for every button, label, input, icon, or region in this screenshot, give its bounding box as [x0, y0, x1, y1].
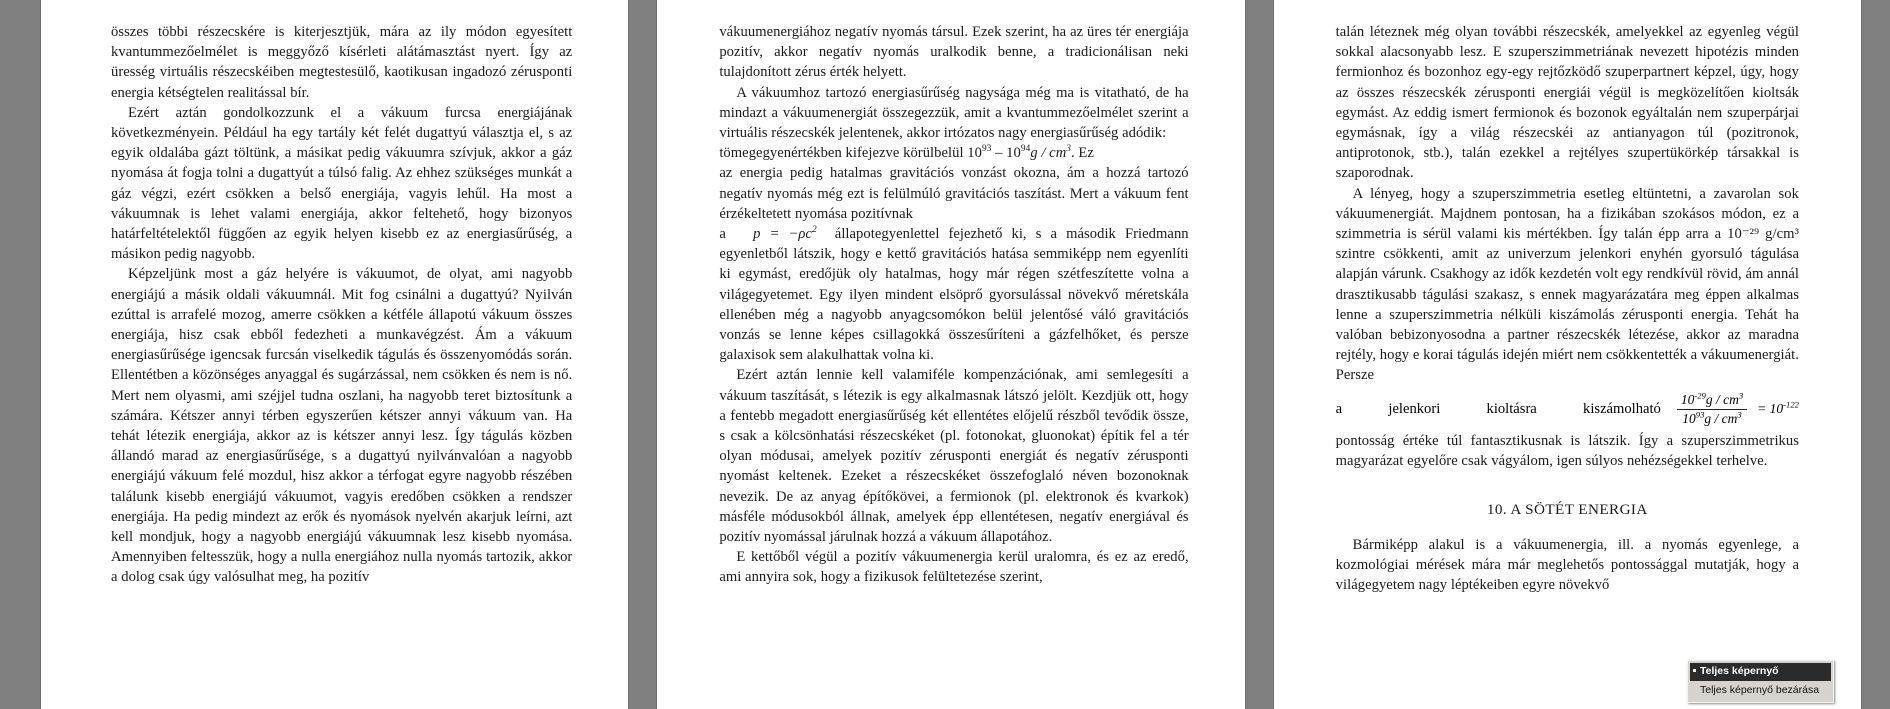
denominator-unit: g / cm [1704, 410, 1738, 426]
fraction-numerator: $10^{-29}g / cm^3$ [1677, 392, 1747, 410]
paragraph: az energia pedig hatalmas gravitációs vonzást okozna, ám a hozzá tartozó negatív nyomás még ezt is felülmúló gravitációs taszítást. Mert a vákuum fent érzékeltetett nyomása pozitívnak [719, 165, 1189, 222]
document-page-1[interactable] [41, 0, 628, 709]
document-page-2[interactable] [657, 0, 1244, 709]
page-1-content [41, 0, 628, 709]
formula-lead-text: tömegegyenértékben kifejezve körülbelül 10 [719, 145, 982, 162]
numerator-exponent: -29 [1694, 390, 1706, 401]
fullscreen-context-menu[interactable] [1687, 660, 1834, 703]
paragraph: Bármiképp alakul is a vákuumenergia, ill. a nyomás egyenlege, a kozmológiai mérések mára már meglehetős pontossággal mutatják, hogy a világegyetem nagy léptékeiben egyre növekvő [1335, 537, 1799, 594]
paragraph: Ezért aztán gondolkozzunk el a vákuum furcsa energiájának következményein. Például ha egy tartály két felét dugattyú választja el, s az egyik oldalába gázt töltünk, a másikat pedig vákuumra szívjuk, akkor a gáz nyomása át fogja tolni a dugattyút a túlsó falig. Az ehhez szükséges munkát a gáz végzi, ezért csökken a belső energiája, vagyis lehűl. Ha most a vákuumnak is lehet valami energiája, akkor feltehető, hogy bizonyos határfeltételektől függően az egyik helyen kisebb ez az energiasűrűség, a másikon pedig nagyobb. [111, 104, 573, 263]
formula-result: = $10^{-122}$ [1757, 399, 1799, 417]
result-exponent: -122 [1783, 399, 1799, 410]
equation-prefix: a [719, 226, 726, 243]
menu-item-fullscreen[interactable]: Teljes képernyő [1690, 663, 1831, 681]
paragraph: Képzeljünk most a gáz helyére is vákuumot, de olyat, ami nagyobb energiájú a másik oldali vákuumnál. Mit fog csinálni a dugattyú? Nyilván ezúttal is arrafelé mozog, amerre csökken a kétféle állapotú vákuum összes energiája, hisz csak ebből fedezheti a munkavégzést. Ám a vákuum energiasűrűsége igencsak furcsán viselkedik tágulás és összenyomódás során. Ellentétben a közönséges anyaggal és sugárzással, nem csökken és nem is nő. Mert nem olyasmi, ami széjjel tudna oszlani, ha nagyobb teret biztosítunk a számára. Kétszer annyi térben egyszerűen kétszer annyi vákuum van. Ha tehát létezik energiája, akkor az is kétszer annyi lesz. Így tágulás közben állandó marad az energiasűrűsége, s a dugattyú nyilvánvalóan a nagyobb energiájú vákuum felé mozdul, hisz akkor a térfogat egyre nagyobb részében találunk kisebb energiájú vákuumot, vagyis eredőben csökken a rendszer energiája. Ha pedig mindezt az erők és nyomások nyelvén akarjuk leírni, azt kell mondjuk, hogy a nagyobb energiájú vákuumnak lesz kisebb nyomása. Amennyiben feltesszük, hogy a nulla energiához nulla nyomás tartozik, akkor a dolog csak úgy valósulhat meg, ha pozitív [111, 266, 573, 586]
page-2-content [657, 0, 1244, 709]
paragraph: talán léteznek még olyan további részecskék, amelyekkel az egyenleg végül sokkal alacsonyabb lesz. E szuperszimmetriának nevezett hipotézis minden fermionhoz és bozonhoz egy-egy rejtőzködő szuperpartnert képzel, úgy, hogy az összes részecskék zérusponti energiái végül is megközelítően kioltsák egymást. Az eddig ismert fermionok és bozonok egyáltalán nem szuperpárjai egymásnak, így a világ részecskéi az antianyagon túl (pozitronok, antiprotonok, stb.), talán ezekkel a rejtélyes szupertükörkép társakkal is szaporodnak. [1335, 24, 1799, 182]
menu-item-exit-fullscreen[interactable]: Teljes képernyő bezárása [1699, 684, 1820, 696]
formula-mid: – 10 [991, 145, 1021, 162]
formula-line-mass-equivalent [719, 143, 1188, 163]
paragraph-with-inline-formula [719, 83, 1188, 144]
page-gutter-1 [628, 0, 657, 709]
fraction-denominator: $10^{93}g / cm^3$ [1682, 409, 1742, 426]
formula-unit: g / cm [1030, 145, 1067, 162]
left-gutter [0, 0, 41, 709]
equation-pressure-density: p = −ρc [753, 226, 812, 243]
numerator-unit: g / cm [1705, 391, 1739, 407]
formula-unit-exponent: 3 [1066, 144, 1071, 155]
equation-following-text: állapotegyenlettel fejezhető ki, s a második Friedmann egyenletből látszik, hogy e kettő gravitációs hatása semmiképp nem egyenlíti ki egymást, eredőjük oly hatalmas, hogy már régen szétfeszítette volna a világegyetemet. Egy ilyen mindent elsöprő gyorsulással növekvő méretskála ellenében még a nagyobb anyagcsomókon belül jelentősé váló gravitációs vonzás se lenne képes csillagokká összesűríteni a gázfelhőket, és persze galaxisok sem alakulhattak volna ki. [719, 226, 1189, 364]
denominator-exponent: 93 [1695, 409, 1705, 420]
equation-exponent: 2 [811, 225, 817, 236]
display-formula-lead: a jelenkori kioltásra kiszámolható [1335, 400, 1661, 417]
paragraph: Ezért aztán lennie kell valamiféle kompenzációnak, ami semlegesíti a vákuum taszítását, s létezik is egy alkalmasnak látszó jelölt. Kezdjük ott, hogy a fentebb megadott energiasűrűség két ellentétes előjelű részből tevődik össze, s csak a kölcsönhatási részecskéket (pl. fotonokat, gluonokat) építik fel a tér olyan módusai, amelyek pozitív zérusponti energiát és negatív zérusponti nyomást keltenek. Ezeket a részecskéket összefoglaló néven bozonoknak nevezik. De az anyag építőkövei, a fermionok (pl. elektronok és kvarkok) másféle módusokból állnak, amelyek épp ellentétesen, negatív energiával és pozitív nyomással járulnak hozzá a vákuum állapotához. [719, 367, 1189, 546]
paragraph: E kettőből végül a pozitív vákuumenergia kerül uralomra, és ez az eredő, ami annyira sok, hogy a fizikusok felültetezése szerint, [719, 549, 1189, 586]
page-3-content [1274, 0, 1861, 709]
paragraph: A lényeg, hogy a szuperszimmetria esetleg eltüntetni, a zavarolan sok vákuumenergiát. Majdnem pontosan, ha a fizikában szokásos módon, ez a szimmetria is sérül valami kis mértékben. Így talán épp arra a 10⁻²⁹ g/cm³ szintre csökkenti, amit az univerzum jelenkori enyhén gyorsuló tágulása alapján várunk. Csakhogy az idők kezdetén volt egy rendkívül rövid, ám annál drasztikusabb tágulási szakasz, s ennek magyarázatára meg éppen alkalmas lenne a szuperszimmetria nélküli kiszámolás zérusponti energia. Tehát ha valóban bebizonyosodna a partner részecskék létezése, akkor az maradna rejtély, hogy e korai tágulás idején miért nem csökkentették a vákuumenergiát. Persze [1335, 185, 1799, 384]
formula-tail: . Ez [1071, 145, 1094, 162]
formula-exponent-94: 94 [1020, 144, 1031, 155]
display-formula-dark-energy-ratio [1336, 392, 1799, 427]
document-page-3[interactable] [1274, 0, 1861, 709]
paragraph-state-equation [719, 224, 1188, 365]
page-gutter-2 [1245, 0, 1274, 709]
denominator-unit-exponent: 3 [1737, 409, 1742, 420]
paragraph: vákuumenergiához negatív nyomás társul. Ezek szerint, ha az üres tér energiája pozitív, akkor negatív nyomás uralkodik benne, a tradicionálisan neki tulajdonított zérus érték helyett. [719, 24, 1189, 81]
right-gutter [1861, 0, 1890, 709]
formula-exponent-93: 93 [982, 144, 992, 155]
paragraph: pontosság értéke túl fantasztikusnak is látszik. Így a szuperszimmetrikus magyarázat egyelőre csak vágyálom, igen súlyos nehézségekkel terhelve. [1335, 432, 1799, 469]
paragraph: összes többi részecskére is kiterjesztjük, mára az ily módon egyesített kvantummezőelmélet is meggyőző kísérleti alátámasztást nyert. Így az üresség virtuális részecskéiben megtestesülő, kaotikusan ingadozó zérusponti energia kétségtelen realitással bír. [111, 24, 573, 101]
paragraph-lead: A vákuumhoz tartozó energiasűrűség nagysága még ma is vitatható, de ha mindazt a vákuumenergiát összegezzük, amit a kvantummezőelmélet szerint a virtuális részecskék jelentenek, akkor irtózatos nagy energiasűrűség adódik: [719, 84, 1189, 142]
fraction [1677, 392, 1747, 427]
numerator-unit-exponent: 3 [1738, 390, 1744, 401]
section-heading: 10. A SÖTÉT ENERGIA [1486, 501, 1648, 519]
